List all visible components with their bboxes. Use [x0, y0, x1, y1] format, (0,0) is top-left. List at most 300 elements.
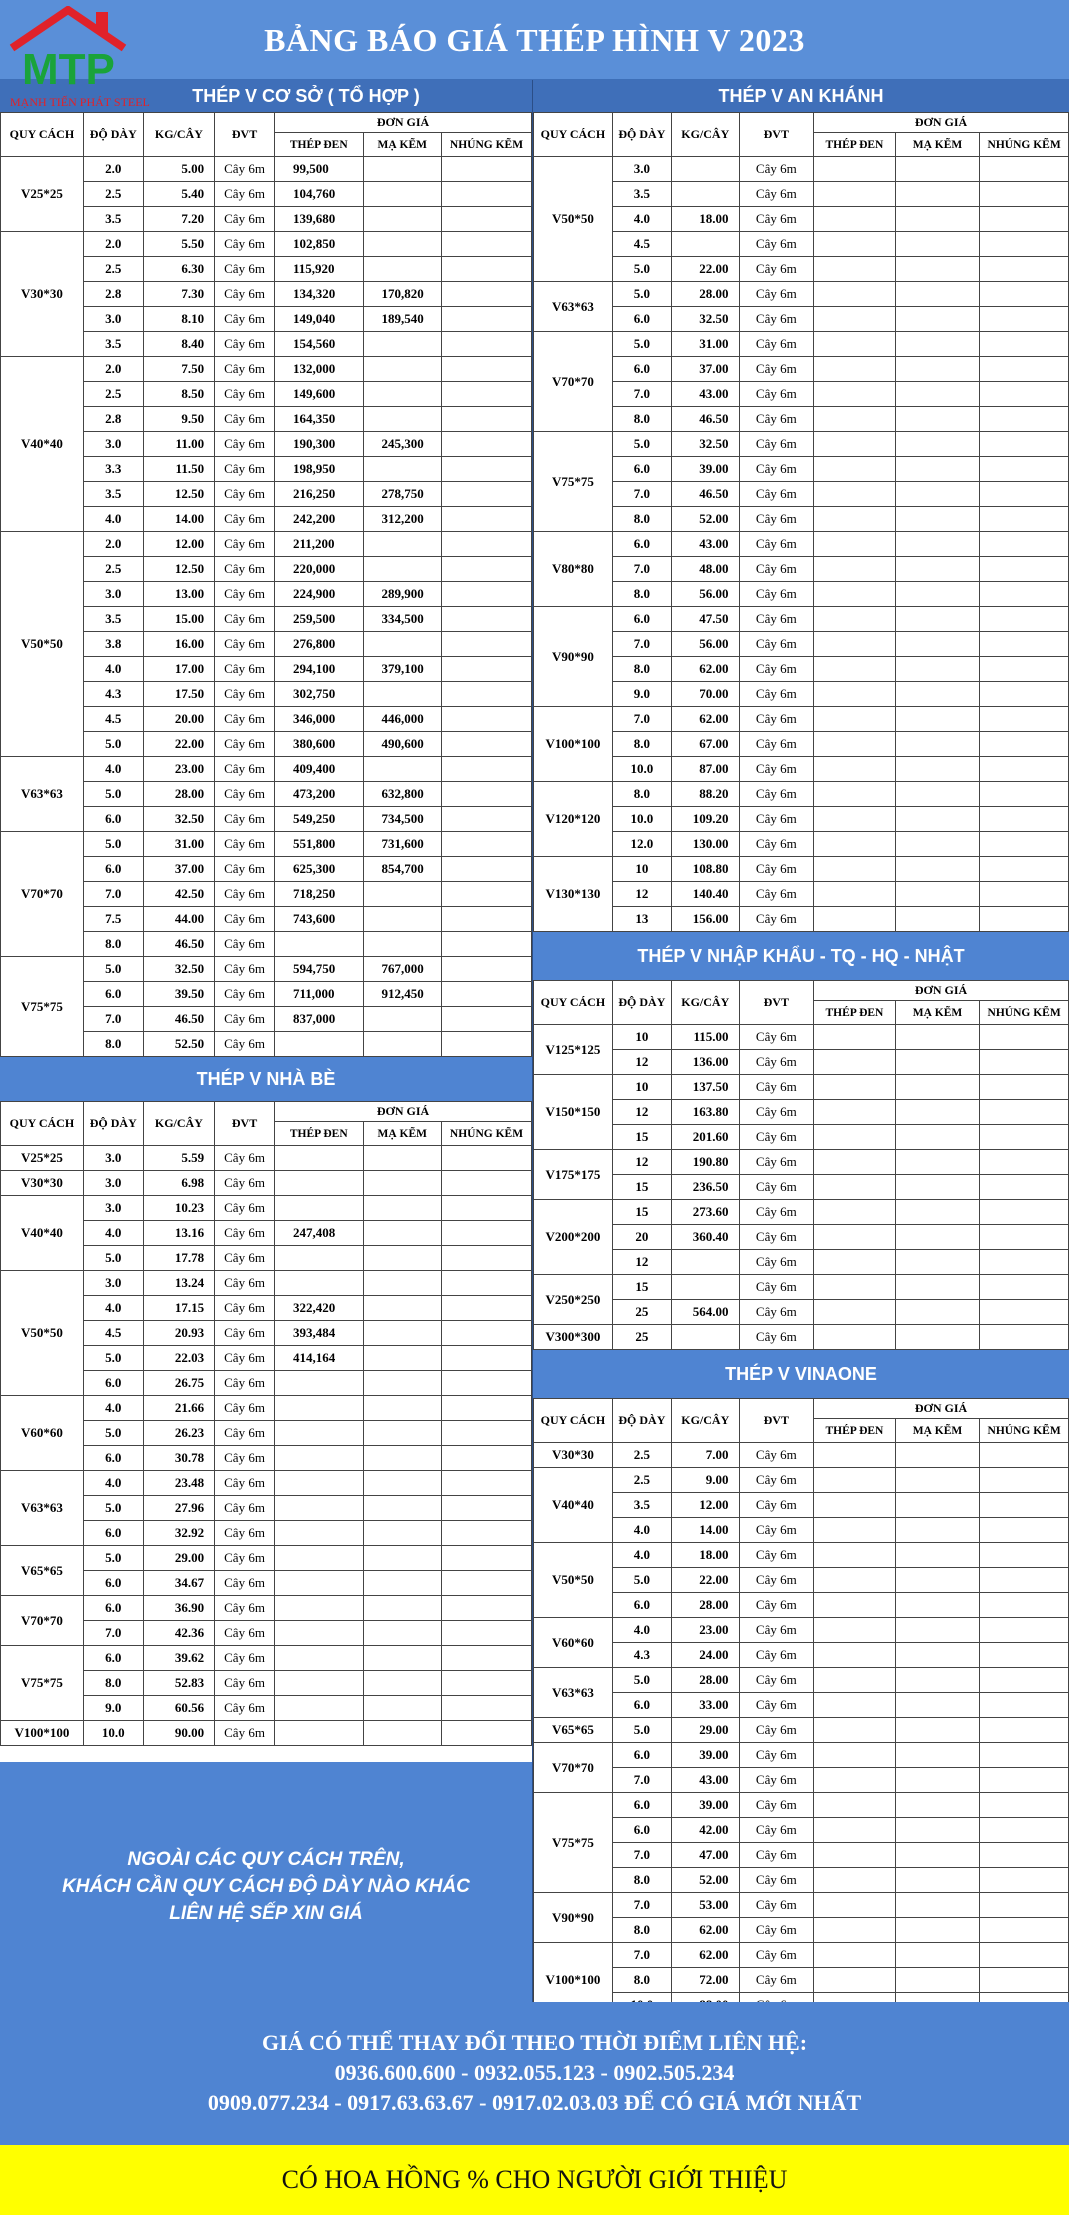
table-row — [1, 1646, 532, 1671]
table-row — [534, 1025, 1069, 1050]
dip-price-cell — [980, 882, 1069, 907]
unit-cell: Cây 6m — [739, 782, 814, 807]
black-price-cell — [275, 1521, 363, 1546]
thickness-cell: 8.0 — [83, 1671, 143, 1696]
weight-cell: 22.00 — [143, 732, 214, 757]
unit-cell: Cây 6m — [215, 1696, 275, 1721]
weight-cell: 156.00 — [671, 907, 739, 932]
table-row — [1, 1146, 532, 1171]
galv-price-cell — [895, 1175, 979, 1200]
spec-cell: V63*63 — [1, 757, 84, 832]
dip-price-cell — [980, 1593, 1069, 1618]
spec-cell: V60*60 — [534, 1618, 613, 1668]
unit-cell: Cây 6m — [215, 1496, 275, 1521]
dip-price-cell — [980, 1150, 1069, 1175]
weight-cell: 44.00 — [143, 907, 214, 932]
dip-price-cell — [442, 1007, 532, 1032]
unit-cell: Cây 6m — [215, 507, 275, 532]
unit-cell: Cây 6m — [739, 1025, 814, 1050]
galv-price-cell — [895, 1843, 979, 1868]
dip-price-cell — [442, 1171, 532, 1196]
weight-cell: 62.00 — [671, 1918, 739, 1943]
galv-price-cell — [363, 932, 442, 957]
dip-price-cell — [442, 832, 532, 857]
weight-cell: 34.67 — [143, 1571, 214, 1596]
black-price-cell — [814, 1943, 896, 1968]
unit-cell: Cây 6m — [739, 1300, 814, 1325]
galv-price-cell — [895, 1025, 979, 1050]
unit-cell: Cây 6m — [215, 207, 275, 232]
thickness-cell: 7.0 — [612, 632, 671, 657]
thickness-cell: 6.0 — [83, 1596, 143, 1621]
thickness-cell: 7.0 — [612, 1943, 671, 1968]
spec-cell: V100*100 — [534, 707, 613, 782]
thickness-cell: 6.0 — [612, 357, 671, 382]
weight-cell — [671, 182, 739, 207]
weight-cell: 30.78 — [143, 1446, 214, 1471]
dip-price-cell — [442, 1571, 532, 1596]
weight-cell: 31.00 — [671, 332, 739, 357]
thickness-cell: 10 — [612, 857, 671, 882]
header-row — [1, 113, 532, 133]
thickness-cell: 5.0 — [612, 1718, 671, 1743]
unit-cell: Cây 6m — [215, 357, 275, 382]
spec-cell: V30*30 — [534, 1443, 613, 1468]
table-row — [534, 182, 1069, 207]
unit-header: ĐVT — [739, 1399, 814, 1443]
spec-cell: V70*70 — [534, 1743, 613, 1793]
right-column — [532, 80, 1069, 2018]
unit-cell: Cây 6m — [739, 357, 814, 382]
dip-price-cell — [980, 1868, 1069, 1893]
dip-price-cell — [980, 407, 1069, 432]
thickness-cell: 4.5 — [83, 707, 143, 732]
table-row — [534, 632, 1069, 657]
black-price-cell — [814, 907, 896, 932]
weight-cell: 18.00 — [671, 1543, 739, 1568]
thickness-cell: 9.0 — [83, 1696, 143, 1721]
thickness-cell: 3.8 — [83, 632, 143, 657]
black-price-cell — [814, 1543, 896, 1568]
weight-cell: 12.50 — [143, 557, 214, 582]
table-row — [1, 1596, 532, 1621]
galv-price-cell — [363, 157, 442, 182]
thickness-cell: 3.0 — [83, 432, 143, 457]
thickness-cell: 8.0 — [612, 1968, 671, 1993]
spec-cell: V30*30 — [1, 1171, 84, 1196]
unit-cell: Cây 6m — [739, 907, 814, 932]
galv-price-cell — [363, 907, 442, 932]
dip-price-cell — [980, 1050, 1069, 1075]
galv-price-cell — [895, 1893, 979, 1918]
weight-cell: 14.00 — [671, 1518, 739, 1543]
thickness-cell: 12 — [612, 882, 671, 907]
contact-line-3: 0909.077.234 - 0917.63.63.67 - 0917.02.03.03 ĐỂ CÓ GIÁ MỚI NHẤT — [207, 2090, 862, 2115]
galv-price-cell — [895, 757, 979, 782]
galv-price-cell — [363, 1496, 442, 1521]
galv-price-cell — [363, 457, 442, 482]
dip-price-cell — [442, 957, 532, 982]
header-row — [534, 1399, 1069, 1419]
black-price-cell — [275, 1471, 363, 1496]
table-row — [534, 1543, 1069, 1568]
table-row — [1, 1171, 532, 1196]
company-logo — [8, 6, 188, 110]
galv-price-cell — [895, 1793, 979, 1818]
dip-price-cell — [980, 807, 1069, 832]
table-an-khanh — [533, 112, 1069, 932]
price-header: ĐƠN GIÁ — [275, 1102, 532, 1122]
thickness-cell: 2.5 — [83, 257, 143, 282]
weight-cell: 88.20 — [671, 782, 739, 807]
table-row — [534, 832, 1069, 857]
unit-cell: Cây 6m — [739, 1868, 814, 1893]
black-price-cell — [814, 1250, 896, 1275]
thickness-cell: 8.0 — [612, 1868, 671, 1893]
galv-price-cell — [363, 682, 442, 707]
unit-cell: Cây 6m — [739, 732, 814, 757]
unit-header: ĐVT — [739, 981, 814, 1025]
unit-cell: Cây 6m — [739, 1843, 814, 1868]
thickness-cell: 4.0 — [83, 757, 143, 782]
thickness-cell: 25 — [612, 1325, 671, 1350]
unit-cell: Cây 6m — [739, 1968, 814, 1993]
galv-price-cell — [363, 1671, 442, 1696]
thickness-cell: 5.0 — [83, 832, 143, 857]
black-price-cell: 473,200 — [275, 782, 363, 807]
black-price-cell — [814, 632, 896, 657]
table-row — [534, 1468, 1069, 1493]
table-row — [534, 682, 1069, 707]
thickness-cell: 6.0 — [83, 1371, 143, 1396]
galv-price-cell — [895, 1325, 979, 1350]
galv-price-cell — [895, 1543, 979, 1568]
black-price-cell — [814, 1818, 896, 1843]
thickness-cell: 4.5 — [83, 1321, 143, 1346]
unit-cell: Cây 6m — [215, 1246, 275, 1271]
unit-header: ĐVT — [215, 1102, 275, 1146]
weight-cell: 46.50 — [671, 482, 739, 507]
dip-price-cell — [442, 482, 532, 507]
black-price-cell: 393,484 — [275, 1321, 363, 1346]
table-row — [534, 1893, 1069, 1918]
black-price-cell: 294,100 — [275, 657, 363, 682]
spec-cell: V100*100 — [534, 1943, 613, 2018]
black-price-cell — [814, 1300, 896, 1325]
spec-cell: V50*50 — [534, 1543, 613, 1618]
spec-cell: V70*70 — [1, 1596, 84, 1646]
black-price-cell — [814, 257, 896, 282]
contact-box — [0, 2002, 1069, 2145]
black-price-cell — [275, 1621, 363, 1646]
galv-price-cell — [895, 1100, 979, 1125]
black-price-cell — [275, 932, 363, 957]
unit-cell: Cây 6m — [215, 982, 275, 1007]
dip-price-cell — [442, 432, 532, 457]
dip-price-cell — [980, 1918, 1069, 1943]
thickness-cell: 3.0 — [83, 1196, 143, 1221]
spec-cell: V300*300 — [534, 1325, 613, 1350]
table-row — [534, 1768, 1069, 1793]
weight-cell: 32.50 — [671, 307, 739, 332]
galvanized-header: MẠ KẼM — [895, 1001, 979, 1025]
black-price-cell: 322,420 — [275, 1296, 363, 1321]
unit-cell: Cây 6m — [215, 1271, 275, 1296]
unit-cell: Cây 6m — [739, 1050, 814, 1075]
weight-cell: 42.36 — [143, 1621, 214, 1646]
black-price-cell: 132,000 — [275, 357, 363, 382]
weight-cell: 26.75 — [143, 1371, 214, 1396]
weight-cell: 37.00 — [143, 857, 214, 882]
black-price-cell — [814, 757, 896, 782]
weight-cell: 13.00 — [143, 582, 214, 607]
table-nha-be — [0, 1101, 532, 1746]
dip-price-cell — [980, 1493, 1069, 1518]
weight-cell: 27.96 — [143, 1496, 214, 1521]
table-row — [534, 1743, 1069, 1768]
dip-price-cell — [980, 1818, 1069, 1843]
header-row — [534, 981, 1069, 1001]
weight-cell: 140.40 — [671, 882, 739, 907]
unit-cell: Cây 6m — [215, 1296, 275, 1321]
table-row — [534, 807, 1069, 832]
thickness-cell: 20 — [612, 1225, 671, 1250]
dip-price-cell — [980, 582, 1069, 607]
kg-per-bar-header: KG/CÂY — [671, 1399, 739, 1443]
weight-cell: 8.10 — [143, 307, 214, 332]
dip-price-cell — [442, 407, 532, 432]
galv-price-cell — [895, 357, 979, 382]
galv-price-cell — [363, 207, 442, 232]
unit-cell: Cây 6m — [739, 607, 814, 632]
galv-price-cell — [895, 307, 979, 332]
unit-cell: Cây 6m — [739, 1100, 814, 1125]
dip-price-cell — [980, 507, 1069, 532]
dip-price-cell — [442, 1471, 532, 1496]
thickness-cell: 3.5 — [83, 332, 143, 357]
black-price-cell — [814, 1718, 896, 1743]
unit-cell: Cây 6m — [739, 1443, 814, 1468]
table-row — [1, 532, 532, 557]
section-title-an-khanh: THÉP V AN KHÁNH — [533, 80, 1069, 112]
table-row — [534, 857, 1069, 882]
dip-price-cell — [442, 1696, 532, 1721]
unit-cell: Cây 6m — [739, 1943, 814, 1968]
dip-price-cell — [980, 457, 1069, 482]
thickness-cell: 12 — [612, 1100, 671, 1125]
galv-price-cell — [895, 1643, 979, 1668]
unit-cell: Cây 6m — [739, 157, 814, 182]
dip-price-cell — [980, 1893, 1069, 1918]
black-price-cell — [814, 1743, 896, 1768]
spec-header: QUY CÁCH — [534, 113, 613, 157]
black-price-cell: 224,900 — [275, 582, 363, 607]
black-price-cell: 164,350 — [275, 407, 363, 432]
weight-cell: 16.00 — [143, 632, 214, 657]
table-row — [534, 1643, 1069, 1668]
weight-cell: 39.00 — [671, 1743, 739, 1768]
table-row — [534, 232, 1069, 257]
unit-cell: Cây 6m — [739, 532, 814, 557]
unit-cell: Cây 6m — [739, 1250, 814, 1275]
unit-cell: Cây 6m — [215, 682, 275, 707]
galv-price-cell — [363, 1296, 442, 1321]
black-steel-header: THÉP ĐEN — [275, 1122, 363, 1146]
galv-price-cell — [895, 1718, 979, 1743]
galv-price-cell — [895, 1618, 979, 1643]
thickness-cell: 15 — [612, 1175, 671, 1200]
thickness-cell: 25 — [612, 1300, 671, 1325]
weight-cell: 14.00 — [143, 507, 214, 532]
left-column — [0, 80, 532, 1746]
galv-price-cell — [895, 1743, 979, 1768]
black-price-cell — [814, 157, 896, 182]
dip-price-cell — [442, 1546, 532, 1571]
unit-cell: Cây 6m — [739, 1568, 814, 1593]
galv-price-cell — [895, 232, 979, 257]
weight-cell: 7.00 — [671, 1443, 739, 1468]
unit-cell: Cây 6m — [739, 1275, 814, 1300]
dip-price-cell — [442, 357, 532, 382]
black-price-cell — [814, 307, 896, 332]
unit-cell: Cây 6m — [739, 1175, 814, 1200]
unit-cell: Cây 6m — [215, 932, 275, 957]
thickness-cell: 2.8 — [83, 282, 143, 307]
galv-price-cell: 854,700 — [363, 857, 442, 882]
unit-cell: Cây 6m — [739, 857, 814, 882]
kg-per-bar-header: KG/CÂY — [143, 1102, 214, 1146]
unit-cell: Cây 6m — [215, 307, 275, 332]
dip-price-cell — [442, 1246, 532, 1271]
galv-price-cell — [895, 382, 979, 407]
dip-price-cell — [980, 282, 1069, 307]
thickness-cell: 5.0 — [83, 957, 143, 982]
dip-price-cell — [442, 1032, 532, 1057]
dip-price-cell — [980, 1175, 1069, 1200]
spec-cell: V50*50 — [1, 1271, 84, 1396]
galv-price-cell — [895, 1668, 979, 1693]
table-row — [534, 732, 1069, 757]
black-price-cell — [814, 1693, 896, 1718]
dip-price-cell — [442, 757, 532, 782]
table-row — [534, 1225, 1069, 1250]
dip-price-cell — [980, 1718, 1069, 1743]
black-price-cell — [275, 1271, 363, 1296]
thickness-cell: 15 — [612, 1200, 671, 1225]
galv-price-cell — [895, 1593, 979, 1618]
table-row — [534, 1250, 1069, 1275]
thickness-cell: 3.0 — [83, 582, 143, 607]
unit-cell: Cây 6m — [215, 182, 275, 207]
unit-cell: Cây 6m — [739, 1718, 814, 1743]
dip-price-cell — [980, 1075, 1069, 1100]
galv-price-cell — [363, 1721, 442, 1746]
table-row — [534, 1050, 1069, 1075]
weight-cell: 46.50 — [143, 932, 214, 957]
weight-cell: 12.00 — [143, 532, 214, 557]
black-price-cell — [814, 1200, 896, 1225]
thickness-cell: 2.5 — [83, 382, 143, 407]
black-price-cell — [814, 1918, 896, 1943]
galv-price-cell — [363, 1371, 442, 1396]
price-header: ĐƠN GIÁ — [275, 113, 532, 133]
spec-cell: V25*25 — [1, 1146, 84, 1171]
unit-cell: Cây 6m — [739, 482, 814, 507]
weight-cell: 60.56 — [143, 1696, 214, 1721]
thickness-cell: 10 — [612, 1075, 671, 1100]
dip-price-cell — [442, 557, 532, 582]
galv-price-cell — [895, 207, 979, 232]
weight-cell: 28.00 — [143, 782, 214, 807]
dip-price-cell — [442, 232, 532, 257]
black-price-cell — [814, 1793, 896, 1818]
unit-cell: Cây 6m — [215, 1421, 275, 1446]
thickness-cell: 7.0 — [83, 1007, 143, 1032]
table-vinaone — [533, 1398, 1069, 2018]
page-title: BẢNG BÁO GIÁ THÉP HÌNH V 2023 — [264, 22, 805, 58]
dip-price-cell — [442, 1521, 532, 1546]
weight-cell: 48.00 — [671, 557, 739, 582]
galv-price-cell — [363, 1221, 442, 1246]
galv-price-cell — [363, 332, 442, 357]
weight-cell: 130.00 — [671, 832, 739, 857]
weight-cell: 39.00 — [671, 457, 739, 482]
weight-cell: 47.50 — [671, 607, 739, 632]
table-row — [534, 382, 1069, 407]
black-price-cell — [814, 532, 896, 557]
hot-dip-header: NHÚNG KẼM — [980, 133, 1069, 157]
black-price-cell: 149,600 — [275, 382, 363, 407]
weight-cell: 7.50 — [143, 357, 214, 382]
unit-cell: Cây 6m — [215, 757, 275, 782]
dip-price-cell — [442, 1446, 532, 1471]
black-price-cell — [275, 1371, 363, 1396]
dip-price-cell — [442, 582, 532, 607]
dip-price-cell — [980, 1568, 1069, 1593]
thickness-cell: 4.0 — [83, 1396, 143, 1421]
thickness-cell: 5.0 — [612, 432, 671, 457]
spec-cell: V125*125 — [534, 1025, 613, 1075]
table-row — [534, 432, 1069, 457]
price-header: ĐƠN GIÁ — [814, 1399, 1069, 1419]
weight-cell: 33.00 — [671, 1693, 739, 1718]
weight-cell: 46.50 — [671, 407, 739, 432]
thickness-cell: 7.0 — [612, 1843, 671, 1868]
table-row — [1, 1546, 532, 1571]
spec-cell: V80*80 — [534, 532, 613, 607]
thickness-cell: 8.0 — [612, 732, 671, 757]
black-price-cell: 711,000 — [275, 982, 363, 1007]
galv-price-cell — [895, 1125, 979, 1150]
unit-cell: Cây 6m — [215, 732, 275, 757]
spec-header: QUY CÁCH — [534, 1399, 613, 1443]
dip-price-cell — [442, 282, 532, 307]
thickness-cell: 8.0 — [83, 1032, 143, 1057]
dip-price-cell — [980, 1643, 1069, 1668]
dip-price-cell — [442, 1421, 532, 1446]
weight-cell: 13.16 — [143, 1221, 214, 1246]
galv-price-cell — [895, 732, 979, 757]
dip-price-cell — [442, 1196, 532, 1221]
weight-cell: 37.00 — [671, 357, 739, 382]
weight-cell: 23.48 — [143, 1471, 214, 1496]
black-price-cell — [814, 1175, 896, 1200]
unit-cell: Cây 6m — [739, 1918, 814, 1943]
black-price-cell — [814, 882, 896, 907]
house-roof-icon — [8, 6, 188, 110]
weight-cell: 28.00 — [671, 1593, 739, 1618]
table-row — [534, 307, 1069, 332]
